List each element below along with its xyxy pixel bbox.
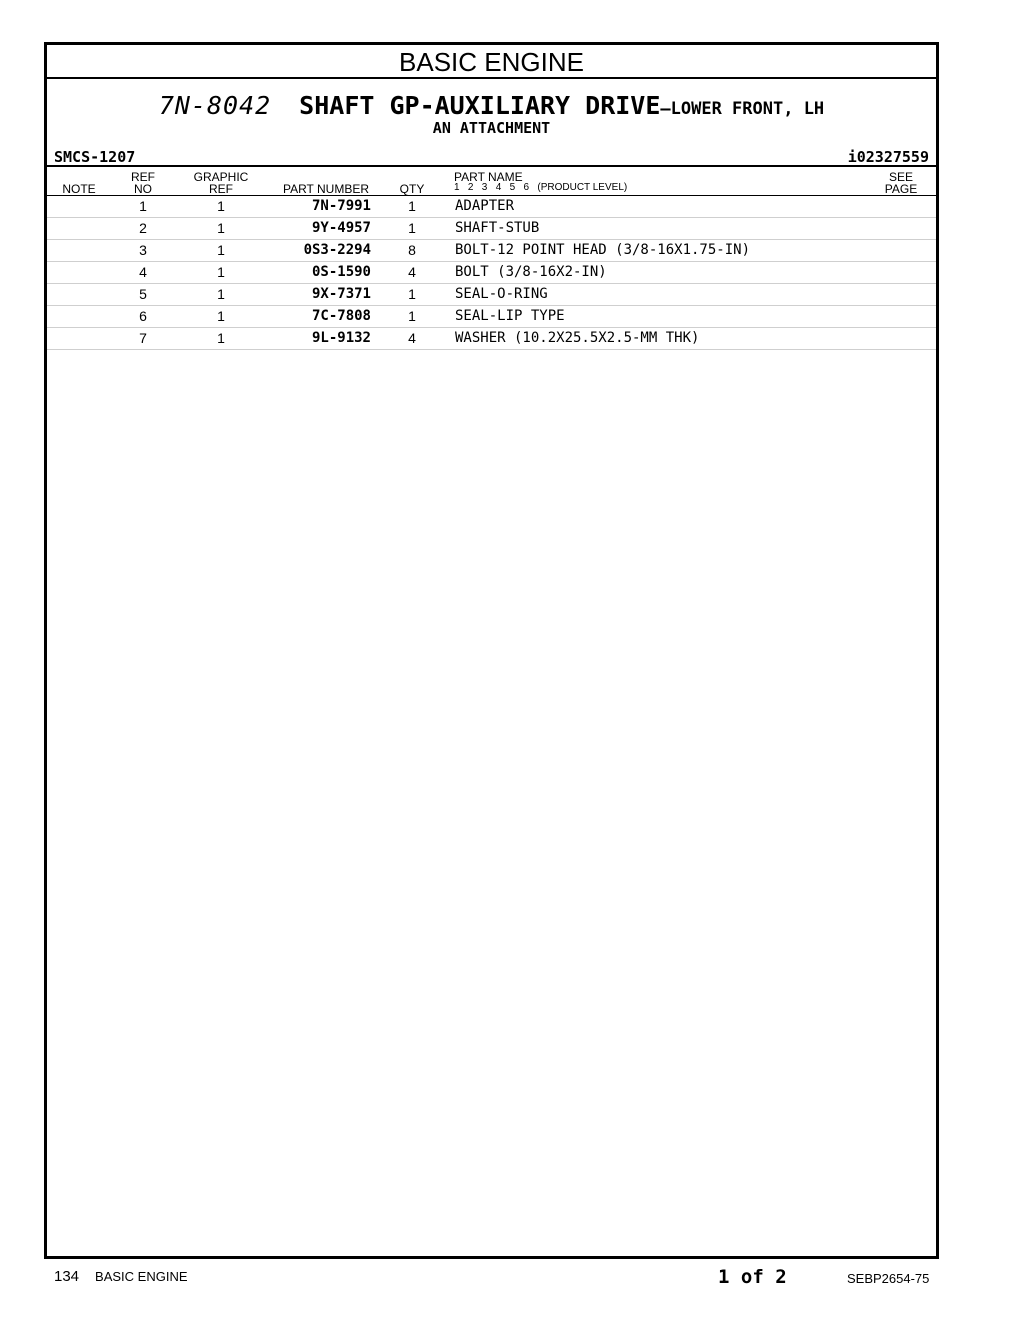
header-ref-bottom: NO: [134, 182, 152, 196]
header-part-name: PART NAME: [454, 170, 523, 184]
qty: 4: [408, 264, 416, 280]
part-number: 0S-1590: [311, 264, 371, 280]
qty: 1: [408, 198, 416, 214]
header-see-top: SEE: [888, 170, 913, 184]
page-number: 134: [54, 1268, 80, 1285]
illustration-id: i02327559: [847, 148, 929, 166]
parts-page-frame: [44, 42, 939, 1259]
part-subtitle: AN ATTACHMENT: [432, 119, 551, 137]
qty: 1: [408, 308, 416, 324]
ref-no: 6: [139, 308, 147, 324]
qty: 1: [408, 220, 416, 236]
part-number: 9Y-4957: [311, 220, 371, 236]
group-part-number: 7N-8042: [158, 91, 272, 120]
table-row: [47, 196, 936, 218]
graphic-ref: 1: [217, 286, 225, 302]
table-row: [47, 262, 936, 284]
part-name: SEAL-LIP TYPE: [455, 308, 565, 324]
part-name: BOLT-12 POINT HEAD (3/8-16X1.75-IN): [455, 242, 751, 258]
header-qty: QTY: [399, 182, 425, 196]
graphic-ref: 1: [217, 220, 225, 236]
footer-page-info: [54, 1268, 188, 1285]
header-product-level: 1 2 3 4 5 6 (PRODUCT LEVEL): [454, 182, 628, 193]
ref-no: 1: [139, 198, 147, 214]
qty: 8: [408, 242, 416, 258]
header-see-bottom: PAGE: [884, 182, 918, 196]
smcs-code: SMCS-1207: [54, 148, 136, 166]
sheet-indicator: 1 of 2: [718, 1266, 787, 1288]
group-part-qualifier: –LOWER FRONT, LH: [660, 99, 825, 119]
header-graphic-top: GRAPHIC: [193, 170, 249, 184]
part-name: SEAL-O-RING: [455, 286, 548, 302]
qty: 4: [408, 330, 416, 346]
part-name: BOLT (3/8-16X2-IN): [455, 264, 607, 280]
part-name: SHAFT-STUB: [455, 220, 540, 236]
header-note: NOTE: [62, 182, 96, 196]
ref-no: 2: [139, 220, 147, 236]
qty: 1: [408, 286, 416, 302]
part-number: 7C-7808: [311, 308, 371, 324]
header-graphic-bottom: REF: [209, 182, 233, 196]
table-row: [47, 284, 936, 306]
document-id: SEBP2654-75: [847, 1271, 930, 1286]
header-divider: [47, 165, 936, 167]
header-ref-top: REF: [131, 170, 155, 184]
graphic-ref: 1: [217, 330, 225, 346]
part-number: 9L-9132: [311, 330, 371, 346]
table-row: [47, 240, 936, 262]
header-part-number: PART NUMBER: [282, 182, 369, 196]
ref-no: 7: [139, 330, 147, 346]
ref-no: 4: [139, 264, 147, 280]
section-title: BASIC ENGINE: [47, 45, 936, 79]
part-name: ADAPTER: [455, 198, 515, 214]
part-title: [47, 91, 936, 120]
graphic-ref: 1: [217, 264, 225, 280]
part-number: 7N-7991: [311, 198, 371, 214]
graphic-ref: 1: [217, 242, 225, 258]
table-row: [47, 328, 936, 350]
part-name: WASHER (10.2X25.5X2.5-MM THK): [455, 330, 700, 346]
table-row: [47, 306, 936, 328]
part-number: 9X-7371: [311, 286, 371, 302]
graphic-ref: 1: [217, 198, 225, 214]
footer-section: BASIC ENGINE: [95, 1269, 188, 1284]
ref-no: 5: [139, 286, 147, 302]
part-number: 0S3-2294: [303, 242, 371, 258]
ref-no: 3: [139, 242, 147, 258]
group-part-name: SHAFT GP-AUXILIARY DRIVE: [299, 91, 661, 120]
graphic-ref: 1: [217, 308, 225, 324]
table-row: [47, 218, 936, 240]
